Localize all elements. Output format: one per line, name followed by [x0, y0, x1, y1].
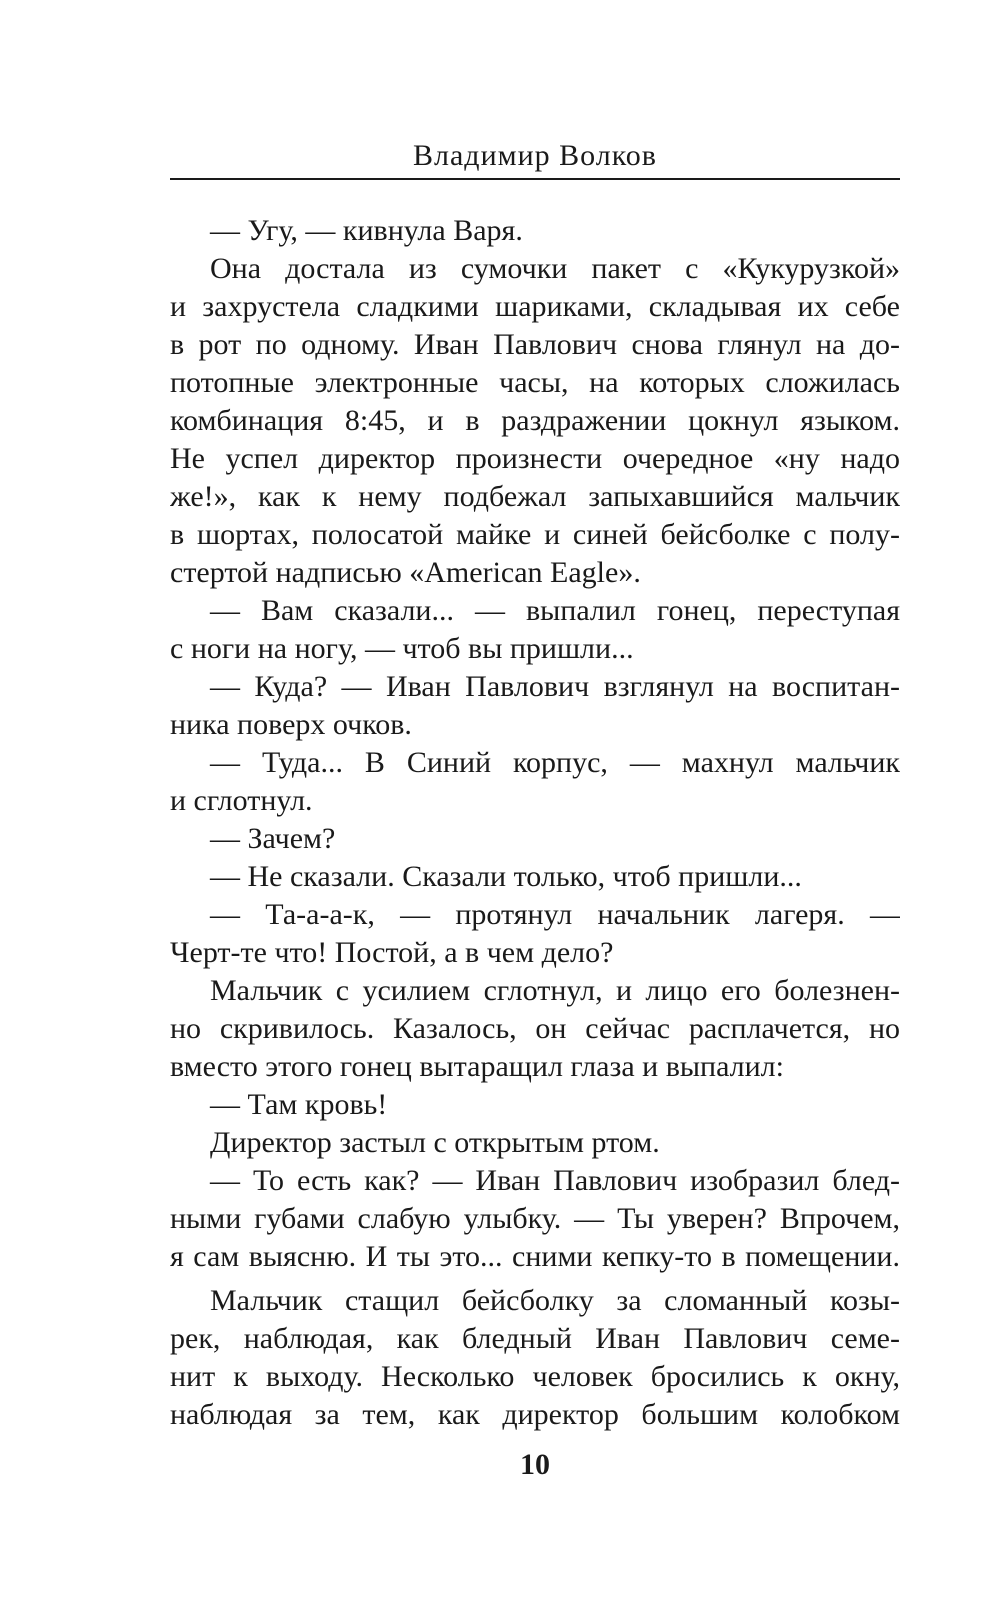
text-line: и захрустела сладкими шариками, складывая их себе [170, 290, 900, 323]
text-line: — Та-а-а-к, — протянул начальник лагеря. — [210, 898, 900, 931]
text-line: ника поверх очков. [170, 708, 412, 741]
text-line: ными губами слабую улыбку. — Ты уверен? Впрочем, [170, 1202, 900, 1235]
text-line: — Куда? — Иван Павлович взглянул на воспитан- [210, 670, 900, 703]
text-line: — Угу, — кивнула Варя. [210, 214, 523, 247]
text-line: — То есть как? — Иван Павлович изобразил блед- [210, 1164, 900, 1197]
text-line: Она достала из сумочки пакет с «Кукурузкой» [210, 252, 900, 285]
text-line: Мальчик с усилием сглотнул, и лицо его болезнен- [210, 974, 900, 1007]
text-line: в рот по одному. Иван Павлович снова глянул на до- [170, 328, 900, 361]
page-number: 10 [520, 1448, 550, 1481]
text-line: — Туда... В Синий корпус, — махнул мальчик [210, 746, 900, 779]
text-line: же!», как к нему подбежал запыхавшийся мальчик [170, 480, 900, 513]
text-line: Мальчик стащил бейсболку за сломанный козы- [210, 1284, 900, 1317]
text-line: — Зачем? [210, 822, 336, 855]
header-rule [170, 178, 900, 180]
text-line: с ноги на ногу, — чтоб вы пришли... [170, 632, 634, 665]
text-line: Черт-те что! Постой, а в чем дело? [170, 936, 614, 969]
text-line: — Вам сказали... — выпалил гонец, переступая [210, 594, 900, 627]
text-line: потопные электронные часы, на которых сложилась [170, 366, 900, 399]
text-line: рек, наблюдая, как бледный Иван Павлович семе- [170, 1322, 900, 1355]
text-line: — Там кровь! [210, 1088, 388, 1121]
text-line: комбинация 8:45, и в раздражении цокнул языком. [170, 404, 900, 437]
text-line: Не успел директор произнести очередное «ну надо [170, 442, 900, 475]
text-line: Директор застыл с открытым ртом. [210, 1126, 660, 1159]
text-line: и сглотнул. [170, 784, 313, 817]
text-line: но скривилось. Казалось, он сейчас расплачется, но [170, 1012, 900, 1045]
text-line: — Не сказали. Сказали только, чтоб пришли... [210, 860, 802, 893]
body-text [170, 212, 900, 1434]
text-line: стертой надписью «American Eagle». [170, 556, 641, 589]
text-line: нит к выходу. Несколько человек бросились к окну, [170, 1360, 900, 1393]
text-line: наблюдая за тем, как директор большим колобком [170, 1398, 900, 1431]
text-line: я сам выясню. И ты это... сними кепку-то в помещении. [170, 1240, 900, 1273]
text-line: вместо этого гонец вытаращил глаза и выпалил: [170, 1050, 784, 1083]
text-line: в шортах, полосатой майке и синей бейсболке с полу- [170, 518, 900, 551]
running-head-author: Владимир Волков [413, 139, 657, 172]
